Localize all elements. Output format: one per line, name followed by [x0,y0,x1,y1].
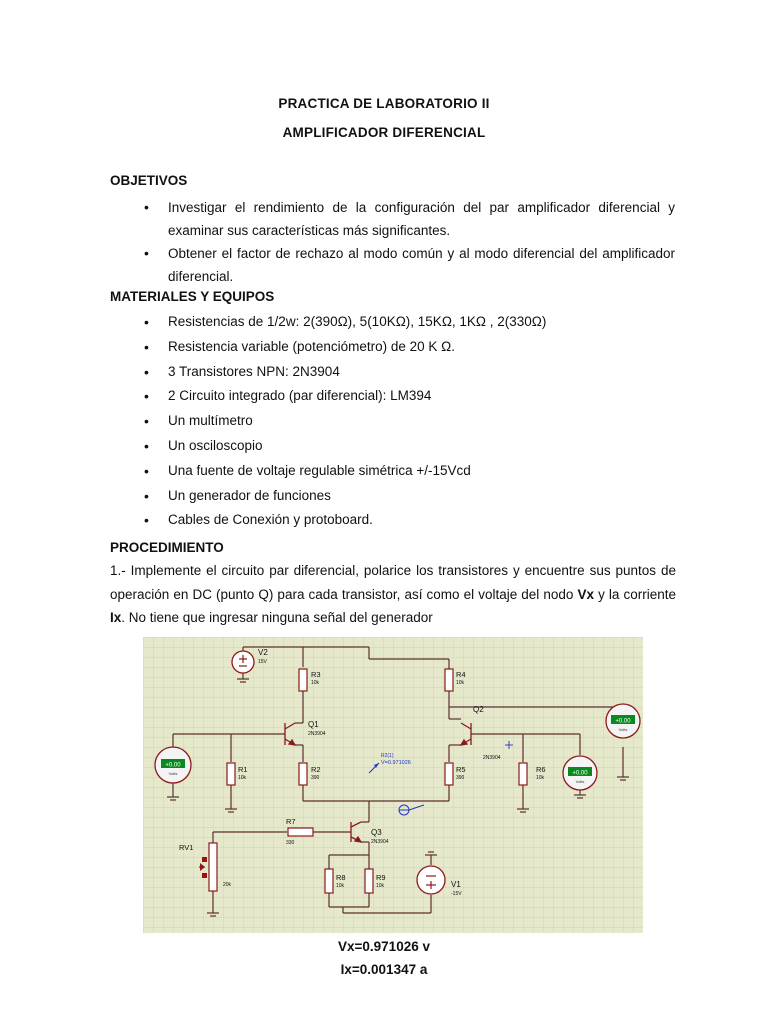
r7-label: R7 [286,817,296,826]
list-item: • Un multímetro [110,409,675,434]
result-vx: Vx=0.971026 v [338,939,430,954]
probe-value: V=0.971026 [381,760,411,766]
r9-label: R9 [376,873,386,882]
r8-value: 10k [336,883,345,889]
bullet-icon: • [144,363,149,380]
objetivos-list [110,196,675,288]
r5-value: 390 [456,775,465,781]
r1-label: R1 [238,765,248,774]
r5-label: R5 [456,765,466,774]
r6-body [519,763,527,785]
title-line-2: AMPLIFICADOR DIFERENCIAL [282,125,486,140]
q1-value: 2N3904 [308,731,326,737]
bullet-icon: • [144,314,149,330]
r8-label: R8 [336,873,346,882]
rv1-label: RV1 [179,843,194,852]
r1-body [227,763,235,785]
v1-value: -15V [451,891,462,897]
r9-value: 10k [376,883,385,889]
v2-label: V2 [258,648,268,657]
bullet-icon: • [144,462,149,479]
q3-label: Q3 [371,828,382,837]
voltmeter-middle [563,756,597,790]
result-ix: Ix=0.001347 a [340,962,428,977]
r4-value: 10k [456,680,465,686]
rv1-value: 20k [223,882,232,888]
bullet-icon: • [144,437,149,454]
q2-value: 2N3904 [483,755,501,761]
list-item: • Un osciloscopio [110,434,675,459]
r3-label: R3 [311,670,321,679]
bullet-icon: • [144,245,149,261]
bullet-icon: • [144,512,149,529]
q3-value: 2N3904 [371,839,389,845]
voltmeter-right [606,704,640,738]
bullet-icon: • [144,199,149,215]
rv1-down-icon [202,873,207,878]
list-item: • Investigar el rendimiento de la configuración del par amplificador diferencial y examinar sus características más significantes. [110,196,675,242]
rv1-up-icon [202,857,207,862]
rv1-body [209,843,217,891]
r9-body [365,869,373,893]
objetivos-heading: OBJETIVOS [110,173,188,188]
meter-right-unit: Volts [618,727,628,732]
r7-value: 330 [286,840,295,846]
r1-value: 10k [238,775,247,781]
r8-body [325,869,333,893]
list-item: • 3 Transistores NPN: 2N3904 [110,360,675,385]
r2-body [299,763,307,785]
v1-label: V1 [451,880,461,889]
circuit-schematic [143,637,643,933]
r6-label: R6 [536,765,546,774]
list-item: • Cables de Conexión y protoboard. [110,508,675,533]
list-item: • Resistencia variable (potenciómetro) de 20 K Ω. [110,335,675,360]
title-line-1: PRACTICA DE LABORATORIO II [278,96,490,111]
r6-value: 10k [536,775,545,781]
r5-body [445,763,453,785]
list-item: • 2 Circuito integrado (par diferencial): LM394 [110,384,675,409]
v2-value: 15V [258,659,267,665]
procedimiento-heading: PROCEDIMIENTO [110,540,224,555]
bullet-icon: • [144,487,149,504]
bullet-icon: • [144,338,149,355]
materiales-heading: MATERIALES Y EQUIPOS [110,289,275,304]
r4-body [445,669,453,691]
meter-left-unit: Volts [168,771,178,776]
q1-label: Q1 [308,720,319,729]
bullet-icon: • [144,413,149,430]
r2-label: R2 [311,765,321,774]
meter-left-reading: +0.00 [165,762,181,769]
probe-name: R2(1) [381,753,394,759]
r3-body [299,669,307,691]
bullet-icon: • [144,388,149,405]
list-item: • Obtener el factor de rechazo al modo común y al modo diferencial del amplificador diferencial. [110,242,675,288]
meter-mid-reading: +0.00 [572,770,588,777]
r7-body [288,828,313,836]
materiales-list [110,310,675,533]
r3-value: 10k [311,680,320,686]
voltmeter-left [155,747,191,783]
procedimiento-paragraph: 1.- Implemente el circuito par diferencial, polarice los transistores y encuentre sus puntos de operación en DC (punto Q) para cada transistor, así como el voltaje del nodo Vx y la corriente Ix. No tiene que ingresar ninguna señal del generador [110,563,676,625]
list-item: • Resistencias de 1/2w: 2(390Ω), 5(10KΩ), 15KΩ, 1KΩ , 2(330Ω) [110,310,675,335]
list-item: • Una fuente de voltaje regulable simétrica +/-15Vcd [110,459,675,484]
q2-label: Q2 [473,705,484,714]
meter-mid-unit: Volts [575,779,585,784]
list-item: • Un generador de funciones [110,484,675,509]
meter-right-reading: +0.00 [615,718,631,725]
r4-label: R4 [456,670,466,679]
r2-value: 390 [311,775,320,781]
